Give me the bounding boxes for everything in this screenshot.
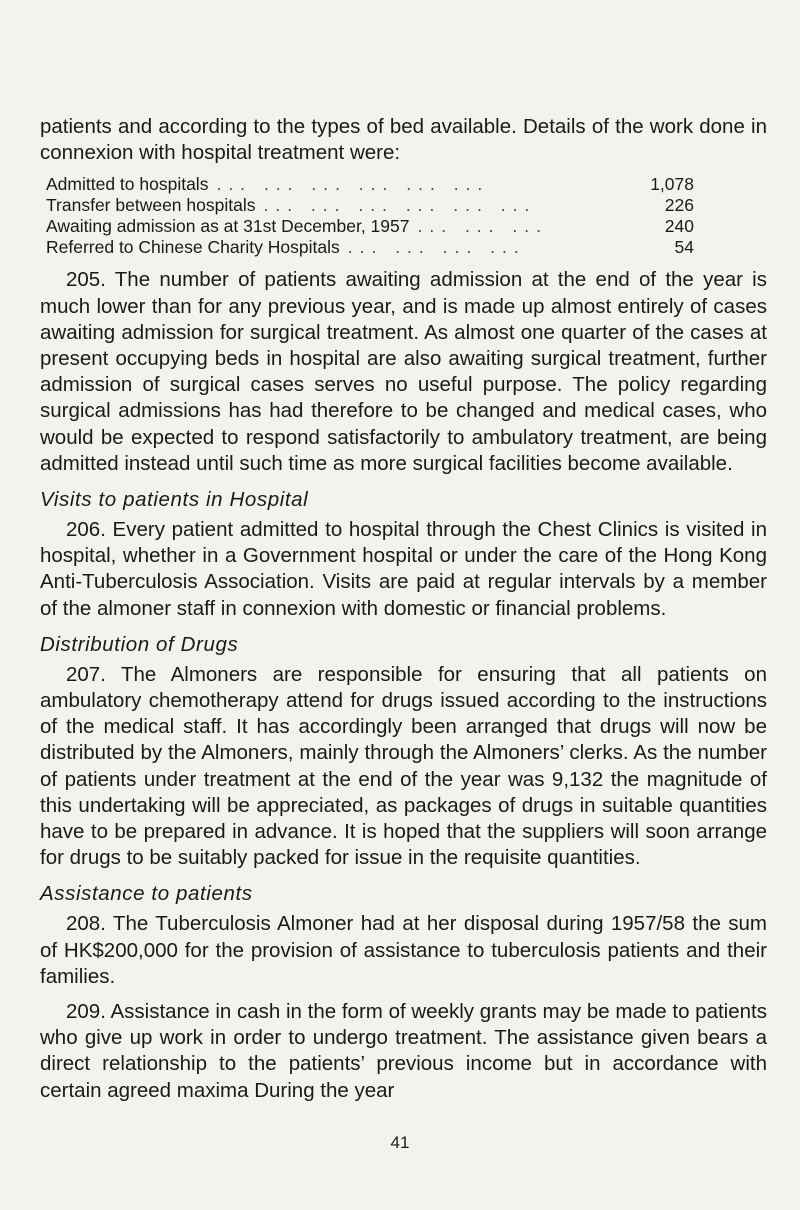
row-value: 226 — [664, 195, 694, 216]
intro-paragraph: patients and according to the types of bed available. Details of the work done in connexion with hospital treatment were: — [40, 115, 767, 165]
treatment-table — [46, 174, 694, 258]
row-label: Awaiting admission as at 31st December, 1957 — [46, 216, 410, 237]
heading-assistance: Assistance to patients — [40, 882, 253, 906]
paragraph-208: 208. The Tuberculosis Almoner had at her disposal during 1957/58 the sum of HK$200,000 for the provision of assistance to tuberculosis patients and their families. — [40, 912, 767, 988]
page-number: 41 — [390, 1133, 410, 1152]
heading-visits: Visits to patients in Hospital — [40, 488, 309, 512]
paragraph-206: 206. Every patient admitted to hospital through the Chest Clinics is visited in hospital, whether in a Government hospital or under the care of the Hong Kong Anti-Tuberculosis Association. Visits are paid at regular intervals by a member of the almoner staff in connexion with domestic or financial problems. — [40, 518, 767, 620]
row-label: Admitted to hospitals — [46, 174, 209, 195]
paragraph-207: 207. The Almoners are responsible for ensuring that all patients on ambulatory chemotherapy attend for drugs issued according to the instructions of the medical staff. It has accordingly been arranged that drugs will now be distributed by the Almoners, mainly through the Almoners’ clerks. As the number of patients under treatment at the end of the year was 9,132 the magnitude of this undertaking will be appreciated, as packages of drugs in suitable quantities have to be prepared in advance. It is hoped that the suppliers will soon arrange for drugs to be suitably packed for issue in the requisite quantities. — [40, 662, 767, 870]
table-row — [46, 195, 694, 216]
row-label: Transfer between hospitals — [46, 195, 256, 216]
row-value: 54 — [674, 237, 694, 258]
row-value: 1,078 — [650, 174, 694, 195]
row-label: Referred to Chinese Charity Hospitals — [46, 237, 340, 258]
heading-drugs: Distribution of Drugs — [40, 632, 239, 656]
row-value: 240 — [664, 216, 694, 237]
leader-dots: ... ... ... ... ... ... — [263, 195, 537, 216]
table-row — [46, 174, 694, 195]
table-row — [46, 216, 694, 237]
leader-dots: ... ... ... ... — [347, 237, 526, 258]
paragraph-205: 205. The number of patients awaiting admission at the end of the year is much lower than for any previous year, and is made up almost entirely of cases awaiting admission for surgical treatment. As almost one quarter of the cases at present occupying beds in hospital are also awaiting surgical treatment, further admission of surgical cases serves no useful purpose. The policy regarding surgical admissions has had therefore to be changed and medical cases, who would be expected to respond satisfactorily to ambulatory treatment, are being admitted instead until such time as more surgical facilities become available. — [40, 268, 767, 475]
leader-dots: ... ... ... ... ... ... — [216, 174, 490, 195]
table-row — [46, 237, 694, 258]
paragraph-209: 209. Assistance in cash in the form of weekly grants may be made to patients who give up work in order to undergo treatment. The assistance given bears a direct relationship to the patients’ previous income but in accordance with certain agreed maxima During the year — [40, 1000, 767, 1102]
document-page — [40, 114, 767, 1104]
leader-dots: ... ... ... — [417, 216, 548, 237]
